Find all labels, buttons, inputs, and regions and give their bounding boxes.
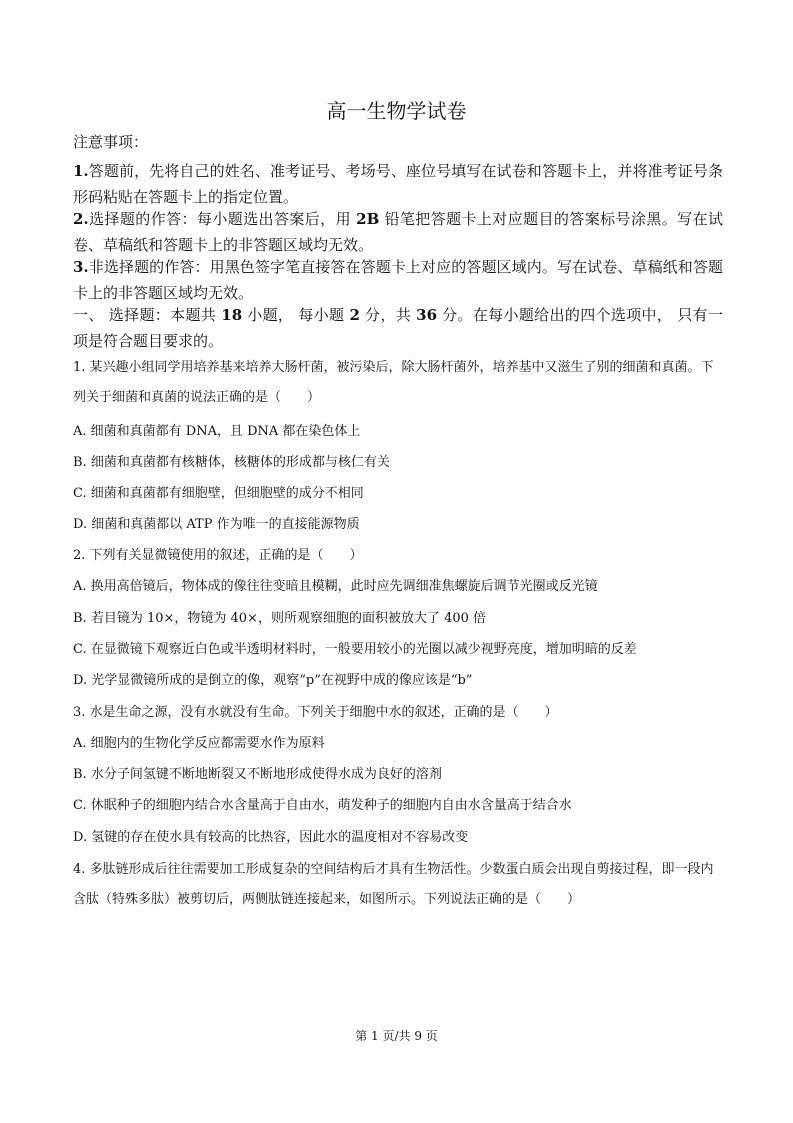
question-2-option-d: D. 光学显微镜所成的是倒立的像，观察“p”在视野中成的像应该是“b”: [73, 673, 473, 688]
section-heading: 一、 选择题：本题共 18 小题， 每小题 2 分，共 36 分。在每小题给出的四个选项中， 只有一项是符合题目要求的。: [73, 306, 724, 350]
question-2-option-a: A. 换用高倍镜后，物体成的像往往变暗且模糊，此时应先调细准焦螺旋后调节光圈或反光镜: [73, 579, 598, 594]
question-2-stem: 2. 下列有关显微镜使用的叙述，正确的是（ ）: [73, 548, 363, 563]
question-4-stem: 4. 多肽链形成后往往需要加工形成复杂的空间结构后才具有生物活性。少数蛋白质会出现自剪接过程，即一段内含肽（特殊多肽）被剪切后，两侧肽链连接起来，如图所示。下列说法正确的是（ ）: [73, 862, 714, 907]
notice-item-text: 铅笔把答题卡上对应题目的答案标号涂黑。写在试卷、草稿纸和答题卡上的非答题区域均无效。: [73, 210, 723, 254]
notice-item-number: 1.: [73, 162, 89, 180]
question-1-option-b: B. 细菌和真菌都有核糖体，核糖体的形成都与核仁有关: [73, 455, 390, 470]
notice-item-number: 2.: [73, 210, 89, 228]
notice-item-3: [73, 254, 723, 306]
question-3-option-d: D. 氢键的存在使水具有较高的比热容，因此水的温度相对不容易改变: [73, 830, 469, 845]
question-3-option-a: A. 细胞内的生物化学反应都需要水作为原料: [73, 736, 325, 751]
notice-item-text: 选择题的作答：每小题选出答案后，用: [88, 210, 357, 228]
pencil-grade: 2B: [356, 210, 380, 228]
notice-item-2: [73, 206, 723, 258]
question-1-stem: 1. 某兴趣小组同学用培养基来培养大肠杆菌，被污染后，除大肠杆菌外，培养基中又滋生了别的细菌和真菌。下列关于细菌和真菌的说法正确的是（ ）: [73, 360, 714, 405]
question-3-stem: 3. 水是生命之源，没有水就没有生命。下列关于细胞中水的叙述，正确的是（ ）: [73, 705, 558, 720]
question-1-option-d: D. 细菌和真菌都以 ATP 作为唯一的直接能源物质: [73, 517, 360, 532]
question-2-option-b: B. 若目镜为 10×，物镜为 40×，则所观察细胞的面积被放大了 400 倍: [73, 611, 487, 626]
notice-item-1: [73, 158, 723, 210]
question-3-option-b: B. 水分子间氢键不断地断裂又不断地形成使得水成为良好的溶剂: [73, 767, 442, 782]
notice-item-text: 非选择题的作答：用黑色签字笔直接答在答题卡上对应的答题区域内。写在试卷、草稿纸和答题卡上的非答题区域均无效。: [73, 258, 723, 302]
notice-item-number: 3.: [73, 258, 89, 276]
question-2-option-c: C. 在显微镜下观察近白色或半透明材料时，一般要用较小的光圈以减少视野亮度，增加明暗的反差: [73, 642, 637, 657]
question-1-option-a: A. 细菌和真菌都有 DNA，且 DNA 都在染色体上: [73, 424, 361, 439]
page-title: 高一生物学试卷: [326, 99, 467, 123]
question-3-option-c: C. 休眠种子的细胞内结合水含量高于自由水，萌发种子的细胞内自由水含量高于结合水: [73, 798, 572, 813]
page-footer: 第 1 页/共 9 页: [355, 1029, 438, 1043]
question-1-option-c: C. 细菌和真菌都有细胞壁，但细胞壁的成分不相同: [73, 486, 364, 501]
notice-heading: 注意事项：: [73, 133, 149, 151]
notice-item-text: 答题前，先将自己的姓名、准考证号、考场号、座位号填写在试卷和答题卡上，并将准考证号条形码粘贴在答题卡上的指定位置。: [73, 162, 723, 206]
